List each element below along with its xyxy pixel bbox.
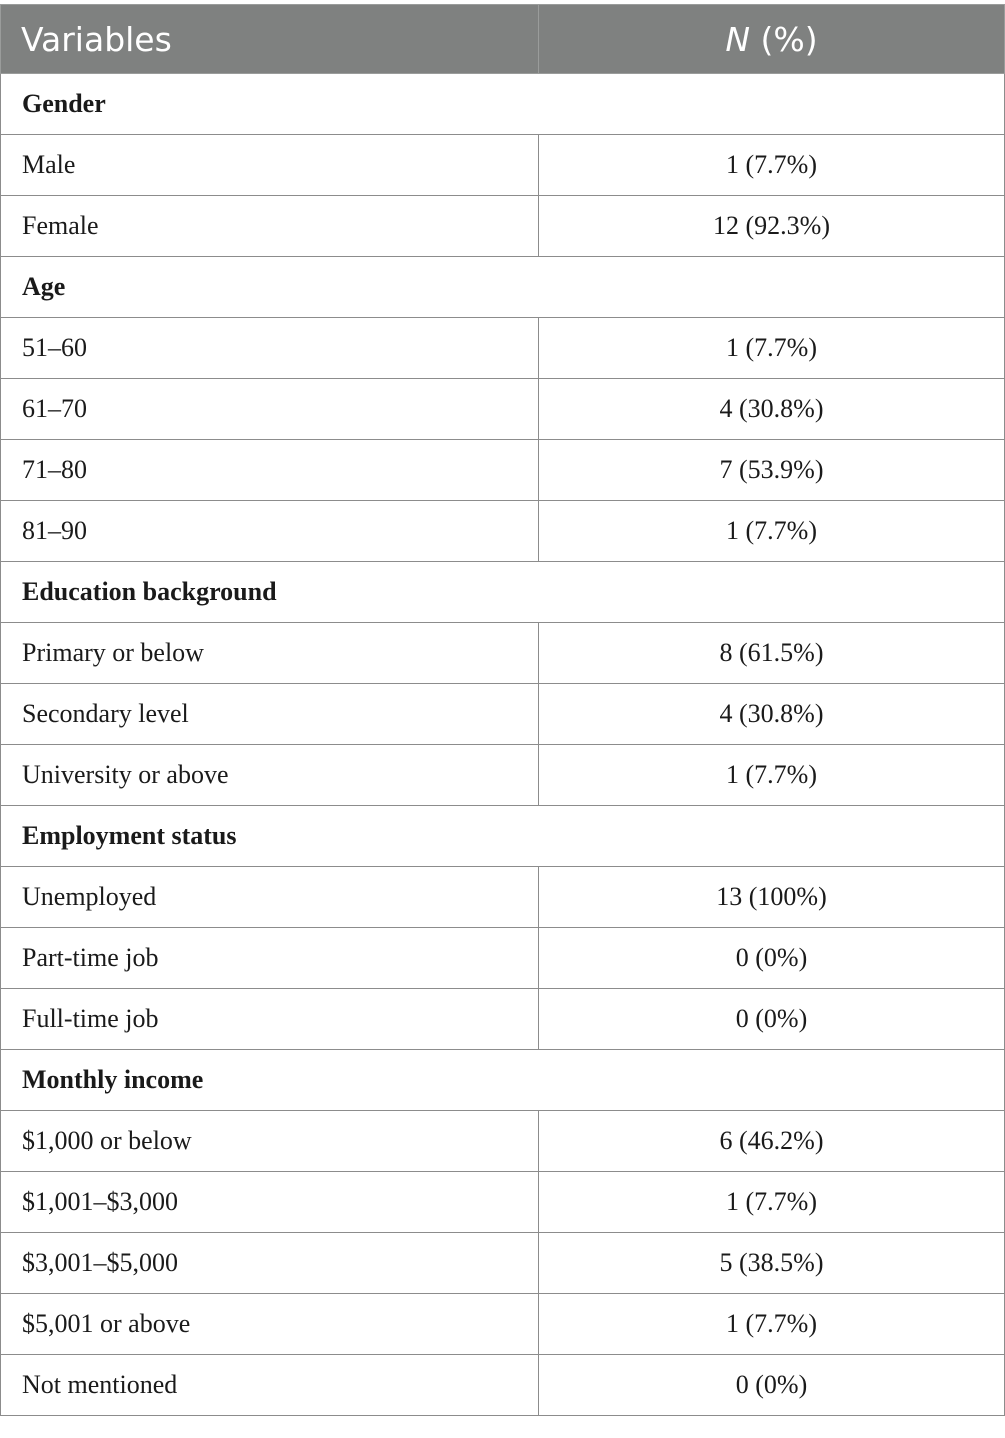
count-percent-value: 0 (0%) bbox=[539, 989, 1005, 1050]
variable-label: $3,001–$5,000 bbox=[1, 1233, 539, 1294]
variable-label: Female bbox=[1, 196, 539, 257]
section-title: Gender bbox=[1, 74, 1005, 135]
variable-label: $1,001–$3,000 bbox=[1, 1172, 539, 1233]
count-percent-value: 4 (30.8%) bbox=[539, 379, 1005, 440]
section-row bbox=[1, 74, 1005, 135]
table-row bbox=[1, 379, 1005, 440]
table-row bbox=[1, 867, 1005, 928]
table-row bbox=[1, 135, 1005, 196]
table-row bbox=[1, 1111, 1005, 1172]
table-row bbox=[1, 1355, 1005, 1416]
count-percent-value: 1 (7.7%) bbox=[539, 501, 1005, 562]
variable-label: Primary or below bbox=[1, 623, 539, 684]
variable-label: 81–90 bbox=[1, 501, 539, 562]
count-percent-value: 1 (7.7%) bbox=[539, 1294, 1005, 1355]
variable-label: 61–70 bbox=[1, 379, 539, 440]
variable-label: 51–60 bbox=[1, 318, 539, 379]
variable-label: Unemployed bbox=[1, 867, 539, 928]
count-percent-value: 1 (7.7%) bbox=[539, 318, 1005, 379]
header-variables: Variables bbox=[1, 5, 539, 74]
table-row bbox=[1, 1172, 1005, 1233]
table-row bbox=[1, 1233, 1005, 1294]
table-row bbox=[1, 196, 1005, 257]
table-row bbox=[1, 623, 1005, 684]
table-header-row bbox=[1, 5, 1005, 74]
variable-label: $1,000 or below bbox=[1, 1111, 539, 1172]
count-percent-value: 5 (38.5%) bbox=[539, 1233, 1005, 1294]
count-percent-value: 0 (0%) bbox=[539, 928, 1005, 989]
count-percent-value: 7 (53.9%) bbox=[539, 440, 1005, 501]
section-title: Education background bbox=[1, 562, 1005, 623]
count-percent-value: 13 (100%) bbox=[539, 867, 1005, 928]
variable-label: $5,001 or above bbox=[1, 1294, 539, 1355]
header-percent-label: (%) bbox=[750, 19, 818, 59]
table-row bbox=[1, 440, 1005, 501]
section-title: Employment status bbox=[1, 806, 1005, 867]
count-percent-value: 4 (30.8%) bbox=[539, 684, 1005, 745]
table-row bbox=[1, 745, 1005, 806]
variable-label: Secondary level bbox=[1, 684, 539, 745]
variable-label: 71–80 bbox=[1, 440, 539, 501]
section-row bbox=[1, 1050, 1005, 1111]
demographics-table bbox=[0, 4, 1005, 1416]
count-percent-value: 0 (0%) bbox=[539, 1355, 1005, 1416]
section-row bbox=[1, 562, 1005, 623]
variable-label: Not mentioned bbox=[1, 1355, 539, 1416]
variable-label: Part-time job bbox=[1, 928, 539, 989]
header-n-percent bbox=[539, 5, 1005, 74]
variable-label: Full-time job bbox=[1, 989, 539, 1050]
variable-label: University or above bbox=[1, 745, 539, 806]
table-row bbox=[1, 501, 1005, 562]
section-row bbox=[1, 806, 1005, 867]
count-percent-value: 1 (7.7%) bbox=[539, 135, 1005, 196]
variable-label: Male bbox=[1, 135, 539, 196]
table-row bbox=[1, 989, 1005, 1050]
section-title: Monthly income bbox=[1, 1050, 1005, 1111]
count-percent-value: 8 (61.5%) bbox=[539, 623, 1005, 684]
table-body bbox=[1, 74, 1005, 1416]
count-percent-value: 6 (46.2%) bbox=[539, 1111, 1005, 1172]
count-percent-value: 1 (7.7%) bbox=[539, 745, 1005, 806]
table-row bbox=[1, 318, 1005, 379]
table-row bbox=[1, 684, 1005, 745]
table-row bbox=[1, 1294, 1005, 1355]
section-row bbox=[1, 257, 1005, 318]
table-row bbox=[1, 928, 1005, 989]
header-n-symbol: N bbox=[725, 19, 751, 59]
count-percent-value: 12 (92.3%) bbox=[539, 196, 1005, 257]
section-title: Age bbox=[1, 257, 1005, 318]
count-percent-value: 1 (7.7%) bbox=[539, 1172, 1005, 1233]
